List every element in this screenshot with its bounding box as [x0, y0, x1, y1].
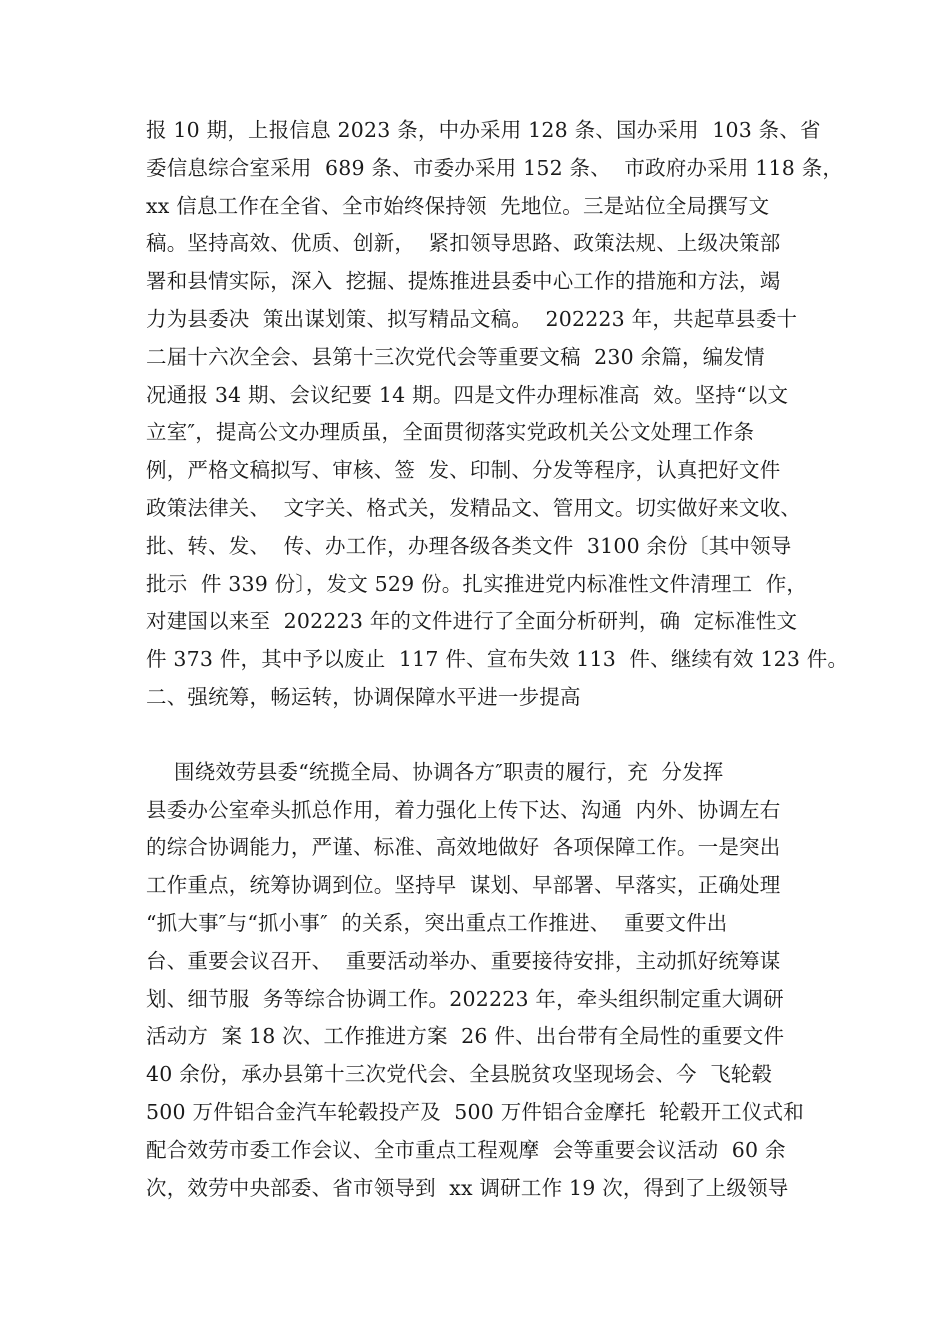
text-line: 报 10 期，上报信息 2023 条，中办采用 128 条、国办采用 103 条、省	[146, 118, 821, 142]
section-heading: 二、强统筹，畅运转，协调保障水平进一步提高	[146, 684, 581, 709]
text-line: 况通报 34 期、会议纪要 14 期。四是文件办理标准高 效。坚持“以文	[146, 382, 789, 407]
text-line: 活动方 案 18 次、工作推进方案 26 件、出台带有全局性的重要文件	[146, 1024, 785, 1049]
text-line: 二届十六次全会、县第十三次党代会等重要文稿 230 余篇，编发情	[146, 344, 765, 369]
text-line: 的综合协调能力，严谨、标准、高效地做好 各项保障工作。一是突出	[146, 835, 781, 860]
text-line: 次，效劳中央部委、省市领导到 xx 调研工作 19 次，得到了上级领导	[146, 1175, 789, 1200]
text-line: 立室″，提高公文办理质虽，全面贯彻落实党政机关公文处理工作条	[146, 420, 755, 445]
text-line: xx 信息工作在全省、全市始终保持领 先地位。三是站位全局撰写文	[146, 193, 770, 218]
text-line: 40 余份，承办县第十三次党代会、全县脱贫攻坚现场会、今 飞轮毂	[146, 1062, 773, 1087]
text-line: 工作重点，统筹协调到位。坚持早 谋划、早部署、早落实，正确处理	[146, 873, 781, 898]
paragraph-gap	[146, 717, 826, 754]
text-line: 例，严格文稿拟写、审核、签 发、印制、分发等程序，认真把好文件	[146, 458, 781, 483]
text-line: 政策法律关、 文字关、格式关，发精品文、管用文。切实做好来文收、	[146, 495, 802, 520]
text-line: 县委办公室牵头抓总作用，着力强化上传下达、沟通 内外、协调左右	[146, 797, 781, 822]
text-line: 划、细节服 务等综合协调工作。202223 年，牵头组织制定重大调研	[146, 986, 784, 1011]
text-line: 批、转、发、 传、办工作，办理各级各类文件 3100 余份〔其中领导	[146, 533, 792, 558]
text-line: 围绕效劳县委“统揽全局、协调各方″职责的履行，充 分发挥	[174, 759, 724, 784]
text-line: 件 373 件，其中予以废止 117 件、宣布失效 113 件、继续有效 123 件。	[146, 647, 849, 672]
text-line: 署和县情实际，深入 挖掘、提炼推进县委中心工作的措施和方法，竭	[146, 269, 781, 294]
text-line: 配合效劳市委工作会议、全市重点工程观摩 会等重要会议活动 60 余	[146, 1137, 786, 1162]
text-line: 对建国以来至 202223 年的文件进行了全面分析研判，确 定标准性文	[146, 609, 798, 634]
text-line: 台、重要会议召开、 重要活动举办、重要接待安排，主动抓好统筹谋	[146, 948, 781, 973]
text-line: 500 万件铝合金汽车轮毂投产及 500 万件铝合金摩托 轮毂开工仪式和	[146, 1099, 804, 1124]
text-line: “抓大事″与“抓小事″ 的关系，突出重点工作推进、 重要文件出	[146, 910, 728, 935]
text-line: 委信息综合室采用 689 条、市委办采用 152 条、 市政府办采用 118 条，	[146, 155, 844, 180]
text-line: 力为县委决 策出谋划策、拟写精品文稿。 202223 年，共起草县委十	[146, 306, 798, 331]
text-line: 批示 件 339 份〕，发文 529 份。扎实推进党内标准性文件清理工 作，	[146, 571, 808, 596]
text-line: 稿。坚持高效、优质、创新， 紧扣领导思路、政策法规、上级决策部	[146, 231, 781, 256]
document-body	[146, 112, 849, 1207]
